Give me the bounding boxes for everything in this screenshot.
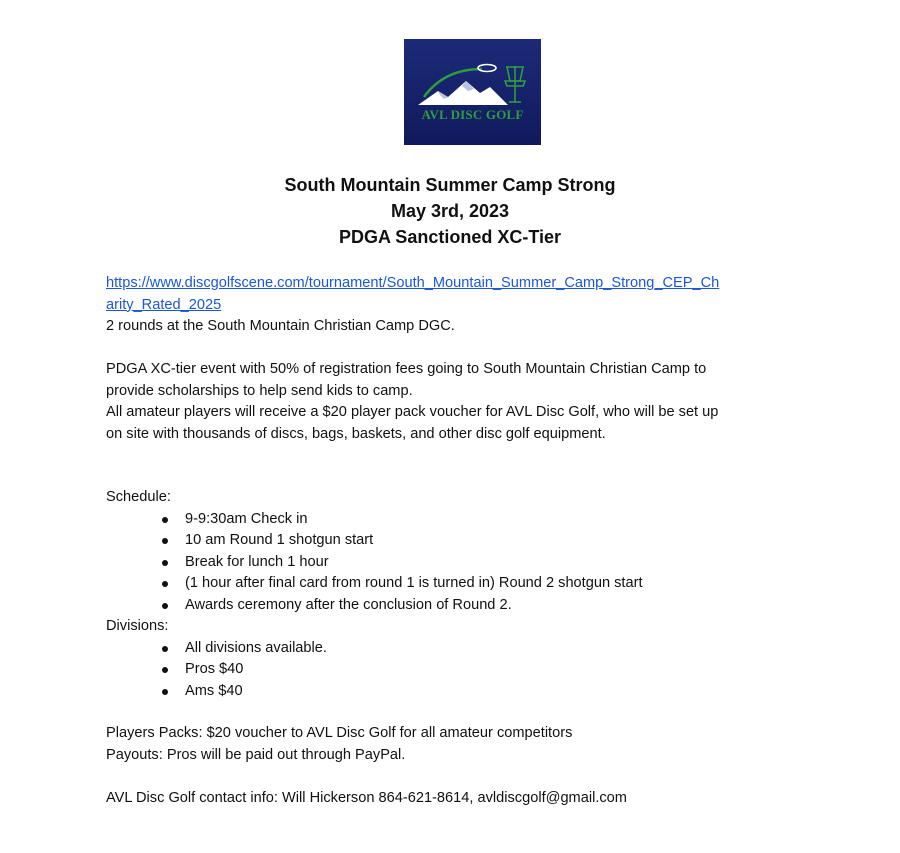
event-date: May 3rd, 2023 — [390, 201, 510, 221]
list-item: Ams $40 — [106, 681, 806, 703]
list-item: Break for lunch 1 hour — [106, 552, 806, 574]
tournament-link[interactable]: https://www.discgolfscene.com/tournament/South_Mountain_Summer_Camp_Strong_CEP_Ch — [106, 275, 720, 291]
players-packs-text: Players Packs: $20 voucher to AVL Disc Golf for all amateur competitors — [106, 725, 573, 741]
divisions-heading: Divisions: — [106, 618, 169, 634]
list-item: 9-9:30am Check in — [106, 509, 806, 531]
description-line: PDGA XC-tier event with 50% of registration fees going to South Mountain Christian Camp to — [106, 361, 707, 377]
schedule-heading: Schedule: — [106, 489, 171, 505]
schedule-section — [106, 487, 806, 702]
list-item: All divisions available. — [106, 638, 806, 660]
rounds-text: 2 rounds at the South Mountain Christian Camp DGC. — [106, 318, 455, 334]
schedule-list — [106, 509, 806, 617]
event-tier: PDGA Sanctioned XC-Tier — [338, 227, 562, 247]
description-line: All amateur players will receive a $20 player pack voucher for AVL Disc Golf, who will be set up — [106, 404, 719, 420]
footer-section — [106, 723, 806, 809]
list-item: Awards ceremony after the conclusion of Round 2. — [106, 595, 806, 617]
intro-section — [106, 273, 806, 338]
logo-graphic-icon — [404, 39, 541, 145]
event-title-block — [0, 172, 900, 250]
avl-disc-golf-logo — [404, 39, 541, 145]
payouts-text: Payouts: Pros will be paid out through PayPal. — [106, 746, 406, 763]
divisions-list — [106, 638, 806, 703]
list-item: 10 am Round 1 shotgun start — [106, 530, 806, 552]
spacer — [106, 766, 806, 788]
description-line: on site with thousands of discs, bags, baskets, and other disc golf equipment. — [106, 425, 606, 442]
contact-info: AVL Disc Golf contact info: Will Hickerson 864-621-8614, avldiscgolf@gmail.com — [106, 789, 627, 806]
logo-text: AVL DISC GOLF — [421, 107, 524, 122]
description-line: provide scholarships to help send kids to camp. — [106, 382, 413, 399]
event-title: South Mountain Summer Camp Strong — [284, 175, 616, 195]
tournament-link-continued[interactable]: arity_Rated_2025 — [106, 296, 222, 313]
list-item: Pros $40 — [106, 659, 806, 681]
description-section — [106, 359, 806, 445]
list-item: (1 hour after final card from round 1 is turned in) Round 2 shotgun start — [106, 573, 806, 595]
